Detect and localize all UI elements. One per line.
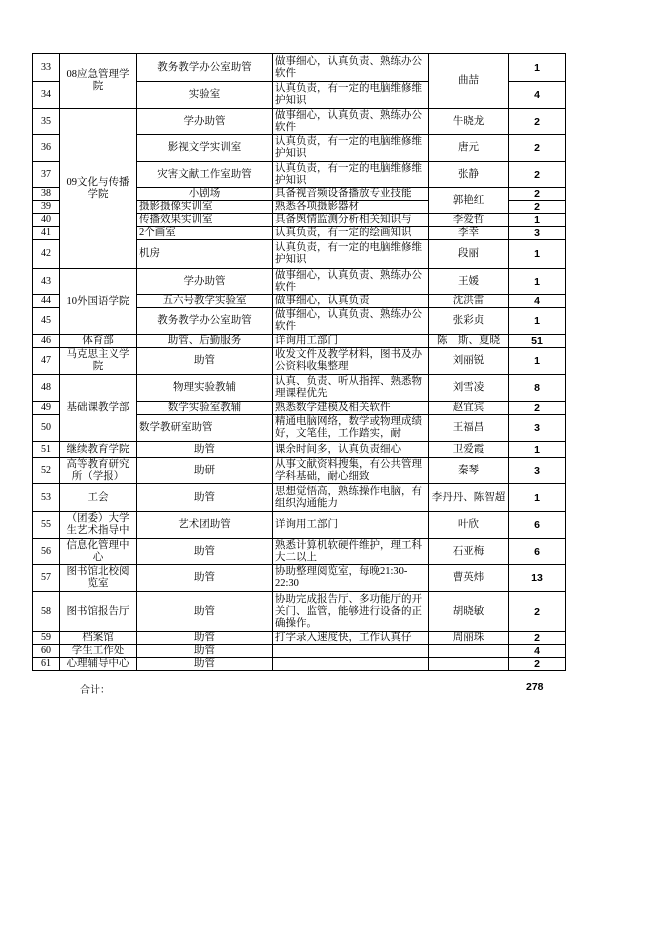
row-number: 33 <box>33 54 60 82</box>
table-row <box>33 269 566 295</box>
row-number: 53 <box>33 484 60 512</box>
headcount-cell: 2 <box>509 162 566 188</box>
requirement-cell: 认真、负责、听从指挥、熟悉物理课程优先 <box>273 375 429 402</box>
row-number: 49 <box>33 402 60 415</box>
table-row <box>33 484 566 512</box>
table-row <box>33 539 566 565</box>
headcount-cell: 2 <box>509 592 566 632</box>
requirement-cell: 认真负责，有一定的电脑维修维护知识 <box>273 82 429 109</box>
table-row <box>33 335 566 348</box>
requirement-cell: 认真负责，有一定的电脑维修维护知识 <box>273 240 429 269</box>
position-cell: 教务教学办公室助管 <box>137 54 273 82</box>
table-row <box>33 54 566 82</box>
requirement-cell: 熟悉各项摄影器材 <box>273 201 429 214</box>
position-cell: 灾害文献工作室助管 <box>137 162 273 188</box>
table-row <box>33 632 566 645</box>
headcount-cell: 1 <box>509 269 566 295</box>
position-cell: 助管 <box>137 565 273 592</box>
position-cell: 助管 <box>137 348 273 375</box>
position-cell: 助管 <box>137 645 273 658</box>
requirement-cell: 协助整理阅览室，每晚21:30-22:30 <box>273 565 429 592</box>
row-number: 38 <box>33 188 60 201</box>
row-number: 47 <box>33 348 60 375</box>
requirement-cell: 从事文献资料搜集，有公共管理学科基础，耐心细致 <box>273 458 429 484</box>
contact-cell: 周丽珠 <box>429 632 509 645</box>
position-cell: 影视文学实训室 <box>137 135 273 162</box>
headcount-cell: 2 <box>509 201 566 214</box>
contact-cell: 卫爱霞 <box>429 442 509 458</box>
headcount-cell: 4 <box>509 295 566 308</box>
table-row <box>33 565 566 592</box>
row-number: 59 <box>33 632 60 645</box>
contact-cell: 张彩贞 <box>429 308 509 335</box>
headcount-cell: 4 <box>509 82 566 109</box>
row-number: 61 <box>33 658 60 671</box>
table-row <box>33 592 566 632</box>
contact-cell: 王媛 <box>429 269 509 295</box>
contact-cell: 曹英炜 <box>429 565 509 592</box>
department-cell: （团委）大学生艺术指导中 <box>60 512 137 539</box>
position-cell: 学办助管 <box>137 269 273 295</box>
headcount-cell: 2 <box>509 658 566 671</box>
requirement-cell: 详询用工部门 <box>273 512 429 539</box>
headcount-cell: 2 <box>509 109 566 135</box>
position-cell: 数学实验室教辅 <box>137 402 273 415</box>
contact-cell: 郭艳红 <box>429 188 509 214</box>
headcount-cell: 3 <box>509 458 566 484</box>
headcount-cell: 13 <box>509 565 566 592</box>
headcount-cell: 1 <box>509 442 566 458</box>
table-row <box>33 658 566 671</box>
row-number: 52 <box>33 458 60 484</box>
contact-cell: 叶欣 <box>429 512 509 539</box>
requirement-cell <box>273 645 429 658</box>
contact-cell: 唐元 <box>429 135 509 162</box>
row-number: 41 <box>33 227 60 240</box>
position-cell: 五六号教学实验室 <box>137 295 273 308</box>
requirement-cell: 认真负责，有一定的电脑维修维护知识 <box>273 162 429 188</box>
position-cell: 数学教研室助管 <box>137 415 273 442</box>
position-cell: 助管 <box>137 632 273 645</box>
headcount-cell: 3 <box>509 415 566 442</box>
requirement-cell: 认真负责，有一定的电脑维修维护知识 <box>273 135 429 162</box>
row-number: 45 <box>33 308 60 335</box>
contact-cell: 李爱哲 <box>429 214 509 227</box>
contact-cell: 石亚梅 <box>429 539 509 565</box>
headcount-cell: 2 <box>509 632 566 645</box>
position-cell: 摄影摄像实训室 <box>137 201 273 214</box>
position-cell: 实验室 <box>137 82 273 109</box>
contact-cell: 刘雪凌 <box>429 375 509 402</box>
table-row <box>33 458 566 484</box>
row-number: 58 <box>33 592 60 632</box>
position-cell: 物理实验教辅 <box>137 375 273 402</box>
headcount-cell: 2 <box>509 188 566 201</box>
row-number: 43 <box>33 269 60 295</box>
contact-cell: 沈洪雷 <box>429 295 509 308</box>
department-cell: 基础课教学部 <box>60 375 137 442</box>
requirement-cell: 做事细心，认真负责、熟练办公软件 <box>273 308 429 335</box>
headcount-cell: 2 <box>509 135 566 162</box>
position-cell: 机房 <box>137 240 273 269</box>
headcount-cell: 6 <box>509 539 566 565</box>
requirement-cell <box>273 658 429 671</box>
department-cell: 马克思主义学院 <box>60 348 137 375</box>
department-cell: 信息化管理中心 <box>60 539 137 565</box>
headcount-cell: 51 <box>509 335 566 348</box>
department-cell: 学生工作处 <box>60 645 137 658</box>
table-row <box>33 348 566 375</box>
total-value: 278 <box>526 681 544 693</box>
position-cell: 助管、后勤服务 <box>137 335 273 348</box>
row-number: 48 <box>33 375 60 402</box>
headcount-cell: 1 <box>509 240 566 269</box>
row-number: 56 <box>33 539 60 565</box>
requirement-cell: 协助完成报告厅、多功能厅的开关门、监管，能够进行设备的正确操作。 <box>273 592 429 632</box>
department-cell: 08应急管理学院 <box>60 54 137 109</box>
table-row <box>33 442 566 458</box>
department-cell: 工会 <box>60 484 137 512</box>
department-cell: 心理辅导中心 <box>60 658 137 671</box>
row-number: 51 <box>33 442 60 458</box>
headcount-cell: 4 <box>509 645 566 658</box>
requirement-cell: 认真负责，有一定的绘画知识 <box>273 227 429 240</box>
position-cell: 艺术团助管 <box>137 512 273 539</box>
headcount-cell: 6 <box>509 512 566 539</box>
requirement-cell: 做事细心，认真负责、熟练办公软件 <box>273 54 429 82</box>
position-cell: 助管 <box>137 658 273 671</box>
position-cell: 助管 <box>137 592 273 632</box>
contact-cell: 李幸 <box>429 227 509 240</box>
requirement-cell: 熟悉计算机软硬件维护，理工科大二以上 <box>273 539 429 565</box>
position-cell: 助研 <box>137 458 273 484</box>
contact-cell: 王福昌 <box>429 415 509 442</box>
position-cell: 2个画室 <box>137 227 273 240</box>
contact-cell: 胡晓敏 <box>429 592 509 632</box>
row-number: 34 <box>33 82 60 109</box>
contact-cell: 赵宜宾 <box>429 402 509 415</box>
department-cell: 继续教育学院 <box>60 442 137 458</box>
headcount-cell: 1 <box>509 214 566 227</box>
headcount-cell: 1 <box>509 484 566 512</box>
headcount-cell: 1 <box>509 54 566 82</box>
row-number: 50 <box>33 415 60 442</box>
row-number: 39 <box>33 201 60 214</box>
row-number: 36 <box>33 135 60 162</box>
table-row <box>33 109 566 135</box>
contact-cell <box>429 645 509 658</box>
department-cell: 10外国语学院 <box>60 269 137 335</box>
department-cell: 高等教育研究所（学报） <box>60 458 137 484</box>
row-number: 42 <box>33 240 60 269</box>
row-number: 57 <box>33 565 60 592</box>
requirement-cell: 思想觉悟高，熟练操作电脑，有组织沟通能力 <box>273 484 429 512</box>
requirement-cell: 打字录入速度快，工作认真仔 <box>273 632 429 645</box>
row-number: 46 <box>33 335 60 348</box>
row-number: 40 <box>33 214 60 227</box>
position-cell: 教务教学办公室助管 <box>137 308 273 335</box>
table-row <box>33 375 566 402</box>
requirement-cell: 详询用工部门 <box>273 335 429 348</box>
position-cell: 助管 <box>137 442 273 458</box>
requirement-cell: 课余时间多，认真负责细心 <box>273 442 429 458</box>
position-cell: 传播效果实训室 <box>137 214 273 227</box>
requirement-cell: 熟悉数学建模及相关软件 <box>273 402 429 415</box>
row-number: 37 <box>33 162 60 188</box>
position-cell: 小剧场 <box>137 188 273 201</box>
requirement-cell: 精通电脑网络，数学或物理成绩好，文笔佳，工作踏实，耐 <box>273 415 429 442</box>
contact-cell: 刘丽锐 <box>429 348 509 375</box>
total-label: 合计： <box>80 685 110 696</box>
headcount-cell: 1 <box>509 348 566 375</box>
contact-cell <box>429 658 509 671</box>
contact-cell: 段丽 <box>429 240 509 269</box>
department-cell: 09文化与传播学院 <box>60 109 137 269</box>
department-cell: 体育部 <box>60 335 137 348</box>
contact-cell: 牛晓龙 <box>429 109 509 135</box>
requirement-cell: 做事细心，认真负责、熟练办公软件 <box>273 109 429 135</box>
table-row <box>33 512 566 539</box>
requirement-cell: 具备视音频设备播放专业技能 <box>273 188 429 201</box>
positions-table <box>32 53 566 671</box>
department-cell: 图书馆报告厅 <box>60 592 137 632</box>
row-number: 44 <box>33 295 60 308</box>
department-cell: 档案馆 <box>60 632 137 645</box>
row-number: 55 <box>33 512 60 539</box>
headcount-cell: 2 <box>509 402 566 415</box>
position-cell: 助管 <box>137 484 273 512</box>
contact-cell: 陈 斯、夏晓 <box>429 335 509 348</box>
row-number: 60 <box>33 645 60 658</box>
headcount-cell: 8 <box>509 375 566 402</box>
position-cell: 学办助管 <box>137 109 273 135</box>
requirement-cell: 具备舆情监测分析相关知识与 <box>273 214 429 227</box>
position-cell: 助管 <box>137 539 273 565</box>
contact-cell: 李丹丹、陈智超 <box>429 484 509 512</box>
contact-cell: 秦琴 <box>429 458 509 484</box>
requirement-cell: 收发文件及教学材料，图书及办公资料收集整理 <box>273 348 429 375</box>
headcount-cell: 3 <box>509 227 566 240</box>
requirement-cell: 做事细心，认真负责 <box>273 295 429 308</box>
row-number: 35 <box>33 109 60 135</box>
contact-cell: 张静 <box>429 162 509 188</box>
department-cell: 图书馆北校阅览室 <box>60 565 137 592</box>
requirement-cell: 做事细心，认真负责、熟练办公软件 <box>273 269 429 295</box>
table-row <box>33 645 566 658</box>
headcount-cell: 1 <box>509 308 566 335</box>
contact-cell: 曲喆 <box>429 54 509 109</box>
